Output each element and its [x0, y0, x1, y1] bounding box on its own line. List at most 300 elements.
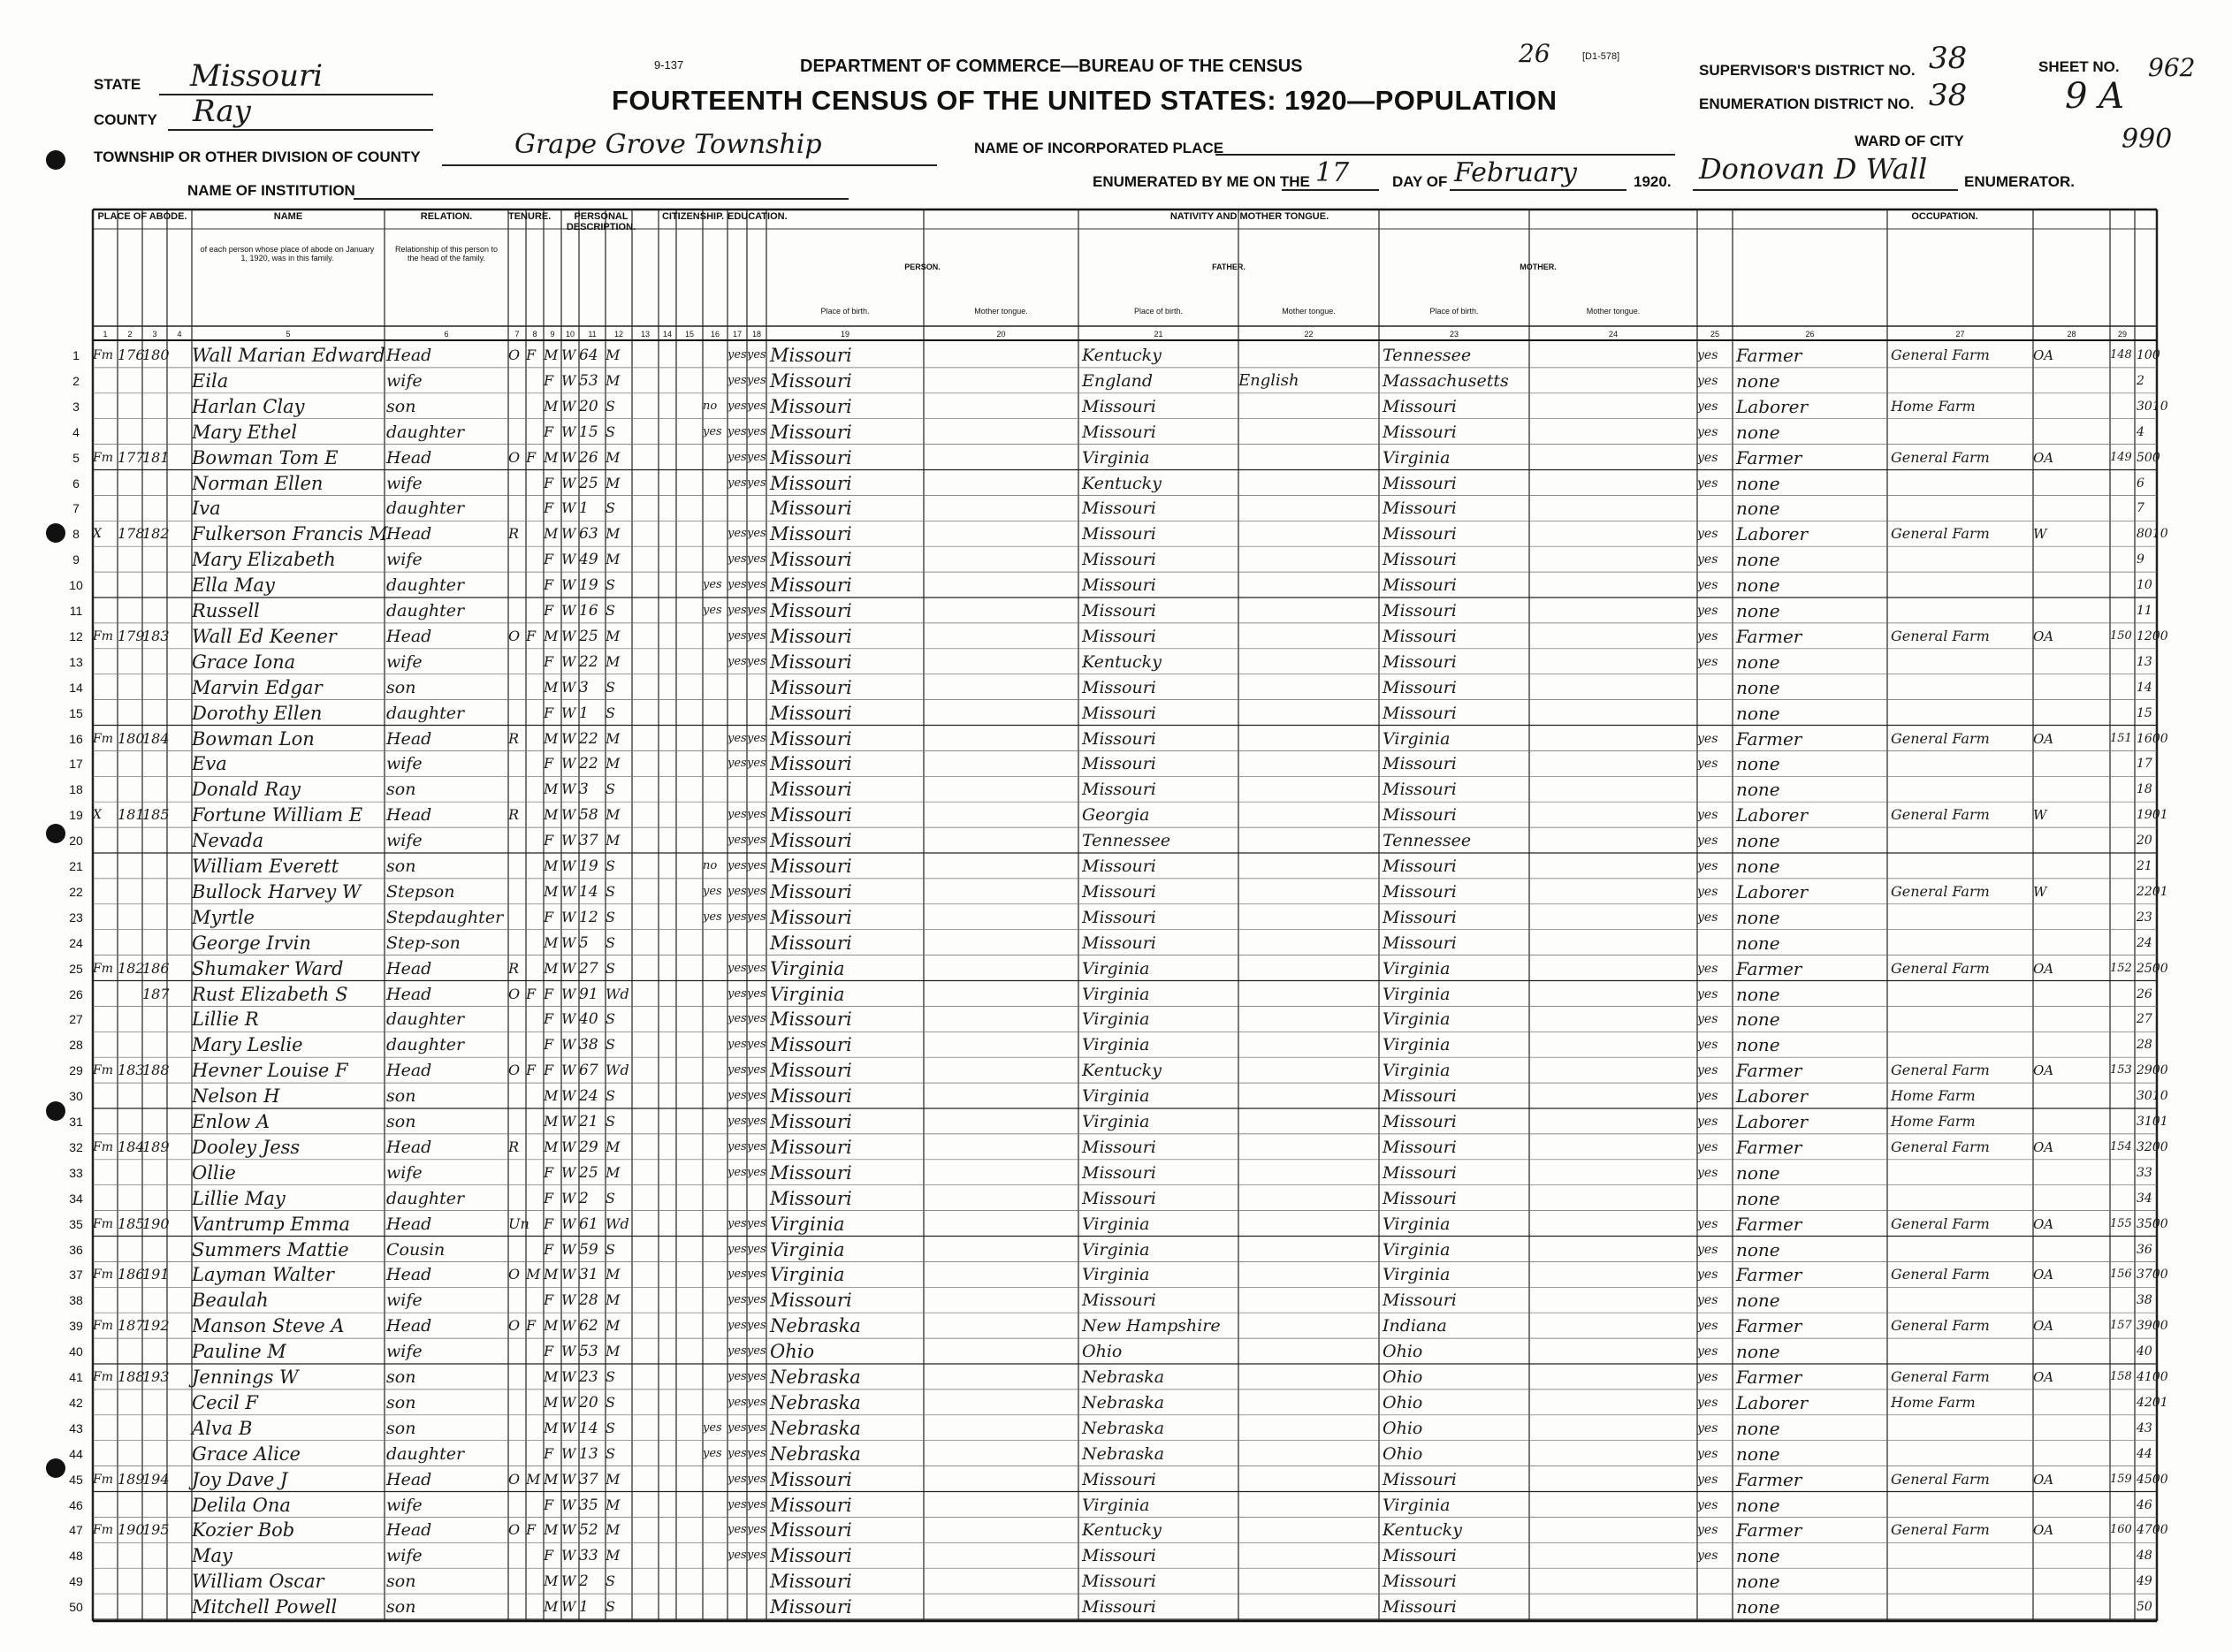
cell-flang [1238, 573, 1379, 598]
name-column-description: of each person whose place of abode on January 1, 1920, was in this family. [200, 245, 375, 263]
cell-house [118, 1288, 142, 1313]
column-number: 17 [732, 330, 742, 339]
cell-industry [1891, 471, 2033, 496]
cell-own: O [508, 627, 521, 644]
institution-label: NAME OF INSTITUTION [187, 182, 355, 199]
cell-street [93, 1288, 118, 1313]
cell-birth: Missouri [770, 1009, 852, 1031]
cell-write: yes [747, 1446, 766, 1460]
cell-mort [526, 701, 544, 726]
cell-industry [1891, 751, 2033, 776]
cell-own: Un [508, 1214, 529, 1232]
cell-family [142, 751, 167, 776]
cell-fbirth: Kentucky [1082, 651, 1162, 672]
cell-street [93, 777, 118, 802]
cell-street: Fm [93, 1268, 113, 1283]
cell-trade: none [1736, 498, 1780, 520]
cell-write: yes [747, 1089, 766, 1103]
cell-industry [1891, 1493, 2033, 1518]
cell-write [747, 701, 766, 726]
incorporated-place-underline [1215, 154, 1675, 156]
cell-code: 4201 [2137, 1395, 2168, 1410]
enumerator-name: Donovan D Wall [1699, 152, 1928, 186]
cell-mbirth: Missouri [1383, 524, 1457, 544]
cell-class [2033, 1390, 2110, 1415]
cell-fbirth: Missouri [1082, 1162, 1156, 1183]
cell-sex: F [544, 551, 554, 568]
cell-sex: F [544, 652, 554, 670]
cell-family [142, 1109, 167, 1134]
township-underline [442, 164, 937, 166]
cell-age: 12 [579, 908, 598, 926]
cell-english: yes [1697, 476, 1718, 491]
cell-own [508, 828, 526, 853]
cell-school [703, 1518, 727, 1542]
table-row [69, 1109, 2168, 1135]
cell-birth: Missouri [770, 523, 852, 545]
cell-english [1697, 496, 1733, 521]
cell-mar: S [606, 1598, 615, 1616]
cell-code: 2 [2137, 373, 2144, 388]
cell-street [93, 931, 118, 955]
cell-mort [526, 879, 544, 904]
line-number: 3 [72, 399, 80, 414]
cell-rel: Head [386, 805, 432, 826]
department-heading: DEPARTMENT OF COMMERCE—BUREAU OF THE CENSUS [800, 57, 1303, 76]
cell-industry [1891, 496, 2033, 521]
cell-sched: 156 [2110, 1268, 2132, 1282]
cell-read: yes [727, 348, 747, 362]
cell-street [93, 1595, 118, 1619]
cell-age: 27 [579, 959, 598, 978]
cell-fbirth: Missouri [1082, 601, 1156, 620]
cell-sex: M [544, 857, 559, 874]
mother-tongue-subheader: Mother tongue. [1282, 307, 1336, 316]
enumerator-label: ENUMERATOR. [1964, 173, 2075, 190]
cell-mort: M [526, 1470, 541, 1488]
cell-family [142, 1493, 167, 1518]
sheet-margin-note: 962 [2148, 53, 2196, 82]
cell-trade: Farmer [1736, 446, 1802, 468]
cell-class [2033, 471, 2110, 496]
cell-flang [1238, 1442, 1379, 1466]
cell-read: yes [727, 1089, 747, 1103]
cell-sex: M [544, 1419, 559, 1436]
cell-flang [1238, 982, 1379, 1007]
table-row [72, 547, 2157, 573]
cell-sched [2110, 471, 2135, 496]
cell-class [2033, 1161, 2110, 1185]
line-number: 22 [69, 884, 83, 899]
cell-sched [2110, 1186, 2135, 1211]
cell-flang [1238, 1339, 1379, 1364]
cell-write: yes [747, 1063, 766, 1077]
cell-code: 8010 [2137, 527, 2168, 542]
cell-name: Rust Elizabeth S [192, 983, 348, 1005]
cell-age: 19 [579, 576, 598, 595]
cell-code: 3900 [2137, 1319, 2168, 1334]
cell-name: Beaulah [192, 1290, 269, 1312]
table-row [69, 624, 2168, 650]
cell-flang [1238, 394, 1379, 419]
cell-class [2033, 701, 2110, 726]
cell-write [747, 496, 766, 521]
cell-read: yes [727, 578, 747, 592]
table-row [72, 343, 2160, 369]
cell-race: W [561, 1062, 576, 1079]
cell-school [703, 1365, 727, 1389]
cell-fbirth: Kentucky [1082, 1520, 1162, 1541]
cell-flang [1238, 751, 1379, 776]
cell-family [142, 369, 167, 393]
cell-family [142, 1032, 167, 1057]
cell-mort [526, 675, 544, 700]
cell-school [703, 624, 727, 649]
cell-sex: M [544, 729, 559, 747]
cell-school [703, 1007, 727, 1032]
cell-english: yes [1697, 1089, 1718, 1104]
cell-read: yes [727, 1012, 747, 1026]
cell-sex: M [544, 1113, 559, 1130]
cell-english: yes [1697, 654, 1718, 669]
cell-name: Enlow A [192, 1111, 270, 1132]
cell-fbirth: Missouri [1082, 524, 1156, 544]
cell-fbirth: Missouri [1082, 780, 1156, 800]
cell-mar: S [606, 1113, 615, 1130]
cell-family [142, 701, 167, 726]
cell-rel: son [386, 1572, 416, 1592]
cell-fbirth: Missouri [1082, 856, 1156, 876]
cell-street [93, 1339, 118, 1364]
cell-trade: Laborer [1736, 880, 1809, 902]
cell-name: Kozier Bob [192, 1519, 295, 1542]
table-row [69, 1237, 2157, 1263]
cell-own [508, 394, 526, 419]
cell-code: 9 [2137, 552, 2144, 567]
cell-mar: S [606, 1368, 615, 1385]
cell-school [703, 1032, 727, 1057]
cell-sched [2110, 496, 2135, 521]
cell-sex: M [544, 1138, 559, 1155]
cell-house [118, 777, 142, 802]
cell-read: yes [727, 604, 747, 617]
cell-sex: M [544, 627, 559, 644]
cell-english: yes [1697, 859, 1718, 873]
mother-tongue-subheader: Mother tongue. [974, 307, 1028, 316]
line-number: 44 [69, 1446, 83, 1461]
cell-class [2033, 1109, 2110, 1134]
cell-trade: none [1736, 651, 1780, 673]
cell-street: Fm [93, 1523, 113, 1538]
cell-read: yes [727, 1063, 747, 1077]
cell-code: 40 [2137, 1344, 2152, 1359]
cell-name: Iva [192, 498, 221, 520]
county-value: Ray [193, 94, 251, 129]
cell-write: yes [747, 1293, 766, 1307]
cell-fbirth: Missouri [1082, 933, 1156, 953]
cell-read: yes [727, 552, 747, 567]
cell-mbirth: Missouri [1383, 1572, 1457, 1592]
cell-house [118, 1595, 142, 1619]
cell-mbirth: Missouri [1383, 1162, 1457, 1183]
cell-race: W [561, 1368, 576, 1385]
cell-school: yes [703, 578, 722, 592]
cell-house [118, 931, 142, 955]
cell-street: X [93, 527, 102, 542]
cell-name: Nelson H [192, 1085, 280, 1108]
cell-race: W [561, 908, 576, 925]
cell-house [118, 1161, 142, 1185]
cell-mort [526, 803, 544, 827]
line-number: 12 [69, 628, 83, 643]
cell-school [703, 1543, 727, 1568]
cell-rel: daughter [386, 703, 465, 723]
cell-trade: Laborer [1736, 1111, 1809, 1132]
cell-code: 500 [2137, 450, 2160, 465]
cell-rel: son [386, 1418, 416, 1438]
cell-read: yes [727, 1115, 747, 1128]
cell-own [508, 1442, 526, 1466]
cell-birth: Missouri [770, 472, 852, 494]
cell-code: 11 [2137, 604, 2152, 618]
cell-trade: none [1736, 702, 1780, 724]
table-row [69, 1442, 2157, 1467]
cell-fbirth: Missouri [1082, 677, 1156, 697]
cell-mar: S [606, 602, 615, 619]
cell-mort [526, 1365, 544, 1389]
cell-write: yes [747, 884, 766, 898]
cell-class: W [2033, 883, 2047, 900]
cell-fbirth: Virginia [1082, 1214, 1150, 1234]
cell-street [93, 369, 118, 393]
cell-race: W [561, 1036, 576, 1054]
cell-mar: M [606, 1317, 621, 1335]
cell-age: 62 [579, 1317, 598, 1336]
line-number: 39 [69, 1319, 83, 1334]
table-row [69, 1058, 2168, 1084]
cell-mbirth: Missouri [1383, 575, 1457, 596]
cell-family [142, 1288, 167, 1313]
cell-school [703, 1135, 727, 1160]
cell-house [118, 751, 142, 776]
cell-mbirth: Missouri [1383, 933, 1457, 953]
cell-sched: 150 [2110, 628, 2132, 643]
cell-mar: S [606, 882, 615, 900]
cell-flang [1238, 650, 1379, 674]
cell-industry [1891, 369, 2033, 393]
cell-mbirth: Missouri [1383, 651, 1457, 672]
cell-family [142, 420, 167, 445]
cell-family [142, 1442, 167, 1466]
cell-ftongue [924, 982, 1078, 1007]
cell-age: 16 [579, 602, 598, 620]
cell-write: yes [747, 731, 766, 745]
incorporated-place-label: NAME OF INCORPORATED PLACE [974, 140, 1224, 156]
cell-house [118, 1032, 142, 1057]
cell-name: Russell [192, 600, 260, 621]
cell-rel: daughter [386, 1443, 465, 1464]
cell-rel: Head [386, 626, 432, 646]
cell-mort [526, 1084, 544, 1108]
census-title: FOURTEENTH CENSUS OF THE UNITED STATES: 1920—POPULATION [612, 85, 1558, 116]
cell-write: yes [747, 910, 766, 924]
cell-name: Eila [192, 369, 229, 392]
cell-class [2033, 854, 2110, 879]
cell-mbirth: Ohio [1383, 1443, 1423, 1464]
cell-house [118, 573, 142, 598]
cell-read: yes [727, 1549, 747, 1563]
table-row [69, 956, 2168, 982]
cell-mort [526, 751, 544, 776]
cell-name: Delila Ona [192, 1494, 291, 1516]
cell-trade: none [1736, 1596, 1780, 1618]
cell-flang [1238, 1058, 1379, 1083]
cell-race: W [561, 397, 576, 415]
cell-flang [1238, 1212, 1379, 1237]
cell-mbirth: Tennessee [1383, 831, 1472, 851]
cell-mbirth: Virginia [1383, 1495, 1451, 1515]
cell-sched [2110, 547, 2135, 572]
cell-street: Fm [93, 731, 113, 746]
cell-sex: F [544, 1036, 554, 1054]
cell-sex: F [544, 1010, 554, 1028]
cell-rel: Stepson [386, 881, 455, 902]
cell-race: W [561, 1113, 576, 1130]
cell-own [508, 1365, 526, 1389]
cell-house: 178 [118, 525, 145, 543]
cell-ftongue [924, 1237, 1078, 1262]
table-row [69, 573, 2157, 598]
cell-birth: Nebraska [770, 1367, 861, 1388]
cell-birth: Virginia [770, 1264, 845, 1286]
cell-mbirth: Missouri [1383, 1188, 1457, 1208]
cell-rel: Head [386, 958, 432, 978]
cell-own [508, 931, 526, 955]
cell-fbirth: Ohio [1082, 1342, 1123, 1362]
cell-code: 3500 [2137, 1216, 2168, 1231]
cell-mort [526, 650, 544, 674]
cell-english: yes [1697, 604, 1718, 618]
line-number: 21 [69, 859, 83, 873]
cell-ftongue [924, 1032, 1078, 1057]
cell-flang [1238, 905, 1379, 930]
cell-industry [1891, 701, 2033, 726]
line-number: 29 [69, 1063, 83, 1078]
cell-sched: 155 [2110, 1216, 2132, 1230]
cell-age: 53 [579, 1343, 598, 1361]
cell-english: yes [1697, 399, 1718, 414]
cell-mbirth: Ohio [1383, 1342, 1423, 1362]
cell-sched [2110, 1390, 2135, 1415]
cell-write: yes [747, 654, 766, 668]
cell-own: O [508, 1266, 521, 1283]
cell-mort [526, 573, 544, 598]
table-row [69, 1262, 2168, 1288]
cell-name: Wall Marian Edward [192, 345, 385, 366]
cell-industry: General Farm [1891, 1368, 1990, 1385]
cell-house [118, 828, 142, 853]
cell-mort [526, 1186, 544, 1211]
line-number: 13 [69, 654, 83, 669]
cell-sex: F [544, 1444, 554, 1462]
line-number: 5 [72, 450, 80, 465]
line-number: 41 [69, 1370, 83, 1384]
cell-sched [2110, 1442, 2135, 1466]
cell-house [118, 1109, 142, 1134]
cell-write: yes [747, 1497, 766, 1511]
cell-sex: F [544, 1496, 554, 1513]
cell-rel: Stepdaughter [386, 907, 504, 927]
cell-mort [526, 1339, 544, 1364]
cell-street [93, 854, 118, 879]
cell-trade: Farmer [1736, 345, 1802, 366]
column-number: 23 [1449, 330, 1459, 339]
cell-street [93, 598, 118, 623]
cell-street: Fm [93, 961, 113, 976]
column-number: 2 [127, 330, 133, 339]
cell-fbirth: Missouri [1082, 703, 1156, 723]
enumerator-underline [1693, 189, 1958, 191]
cell-english: yes [1697, 731, 1718, 746]
cell-flang [1238, 675, 1379, 700]
cell-mort: F [526, 1521, 537, 1539]
cell-read: yes [727, 757, 747, 771]
cell-english: yes [1697, 1063, 1718, 1078]
cell-english: yes [1697, 1549, 1718, 1564]
cell-read: yes [727, 1472, 747, 1486]
cell-ftongue [924, 828, 1078, 853]
cell-sched [2110, 1032, 2135, 1057]
cell-race: W [561, 602, 576, 619]
cell-write: yes [747, 1268, 766, 1282]
cell-street [93, 573, 118, 598]
cell-write [747, 777, 766, 802]
cell-read: yes [727, 654, 747, 668]
cell-sched [2110, 420, 2135, 445]
column-number: 16 [710, 330, 720, 339]
cell-read: yes [727, 1497, 747, 1511]
cell-mbirth: Missouri [1383, 1597, 1457, 1618]
ward-label: WARD OF CITY [1855, 133, 1964, 149]
cell-school [703, 1186, 727, 1211]
cell-read [727, 496, 747, 521]
cell-age: 91 [579, 985, 598, 1003]
cell-house [118, 1186, 142, 1211]
cell-mort [526, 1416, 544, 1441]
cell-race: W [561, 806, 576, 824]
cell-fbirth: Missouri [1082, 1597, 1156, 1618]
cell-read: yes [727, 1139, 747, 1153]
table-row [72, 420, 2157, 445]
cell-industry [1891, 420, 2033, 445]
cell-sex: M [544, 1368, 559, 1385]
cell-race: W [561, 652, 576, 670]
line-number: 50 [69, 1600, 83, 1615]
cell-read: yes [727, 1216, 747, 1230]
cell-house: 183 [118, 1062, 145, 1079]
cell-own [508, 598, 526, 623]
cell-race: W [561, 551, 576, 568]
cell-mar: M [606, 1163, 621, 1181]
cell-write: yes [747, 1038, 766, 1052]
cell-code: 18 [2137, 782, 2152, 797]
cell-mar: Wd [606, 985, 629, 1002]
cell-write: yes [747, 834, 766, 848]
cell-race: W [561, 933, 576, 951]
column-number: 6 [444, 330, 449, 339]
cell-write: yes [747, 476, 766, 490]
cell-street: Fm [93, 348, 113, 362]
